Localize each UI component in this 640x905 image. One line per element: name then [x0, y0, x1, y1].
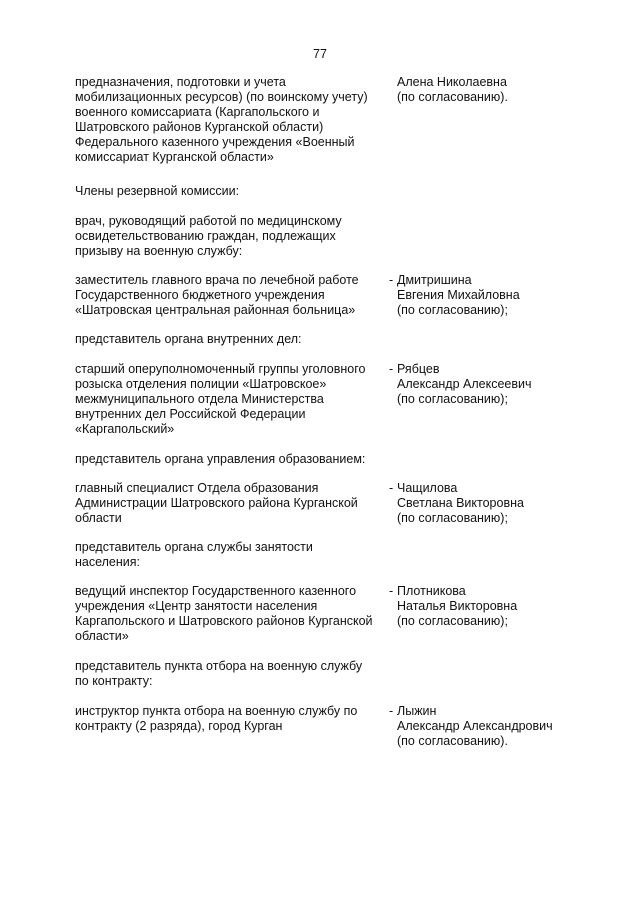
name-line: (по согласованию). [397, 734, 508, 748]
text-line: учреждения «Центр занятости населения [75, 599, 318, 613]
member-entry [75, 362, 565, 437]
text-line: представитель пункта отбора на военную службу [75, 659, 363, 673]
text-line: населения: [75, 555, 141, 569]
text-line: врач, руководящий работой по медицинскому [75, 214, 342, 228]
name-line: Александр Александрович [397, 719, 553, 733]
text-line: «Шатровская центральная районная больница» [75, 303, 356, 317]
section-heading [75, 332, 565, 347]
text-line: розыска отделения полиции «Шатровское» [75, 377, 327, 391]
member-entry [75, 481, 565, 526]
name-line: (по согласованию). [397, 90, 508, 104]
name-line: Чащилова [397, 481, 458, 495]
member-entry [75, 584, 565, 644]
name-line: Плотникова [397, 584, 466, 598]
name-line: Наталья Викторовна [397, 599, 518, 613]
heading-text [75, 540, 385, 570]
text-line: внутренних дел Российской Федерации [75, 407, 306, 421]
text-line: Федерального казенного учреждения «Военный [75, 135, 355, 149]
member-name [397, 704, 567, 749]
text-line: мобилизационных ресурсов) (по воинскому учету) [75, 90, 368, 104]
section-heading [75, 214, 565, 259]
name-line: Евгения Михайловна [397, 288, 520, 302]
name-line: Алена Николаевна [397, 75, 507, 89]
text-line: комиссариат Курганской области» [75, 150, 274, 164]
member-position [75, 362, 385, 437]
dash-separator: - [389, 704, 394, 718]
section-heading [75, 659, 565, 689]
text-line: ведущий инспектор Государственного казенного [75, 584, 357, 598]
name-line: Рябцев [397, 362, 440, 376]
member-entry [75, 273, 565, 318]
section-heading [75, 452, 565, 467]
dash-separator: - [389, 273, 394, 287]
dash-separator: - [389, 584, 394, 598]
heading-text [75, 452, 385, 467]
text-line: области» [75, 629, 129, 643]
heading-text [75, 659, 385, 689]
heading-text [75, 332, 385, 347]
text-line: Каргапольского и Шатровского районов Курганской [75, 614, 373, 628]
heading-text [75, 75, 385, 165]
text-line: Шатровского районов Курганской области) [75, 120, 324, 134]
section-heading [75, 540, 565, 570]
dash-separator: - [389, 481, 394, 495]
name-line: Александр Алексеевич [397, 377, 532, 391]
member-name [397, 273, 567, 318]
member-position [75, 584, 385, 644]
document-body [75, 75, 565, 748]
name-line: Дмитришина [397, 273, 472, 287]
text-line: Государственного бюджетного учреждения [75, 288, 325, 302]
member-position [75, 273, 385, 318]
section-heading [75, 75, 565, 165]
name-line: Светлана Викторовна [397, 496, 524, 510]
member-name [397, 362, 567, 407]
text-line: старший оперуполномоченный группы уголовного [75, 362, 366, 376]
text-line: предназначения, подготовки и учета [75, 75, 286, 89]
text-line: Члены резервной комиссии: [75, 184, 240, 198]
member-name [397, 481, 567, 526]
dash-separator: - [389, 362, 394, 376]
text-line: контракту (2 разряда), город Курган [75, 719, 283, 733]
member-name [397, 584, 567, 629]
text-line: области [75, 511, 122, 525]
member-position [75, 481, 385, 526]
heading-text [75, 184, 385, 199]
name-line: Лыжин [397, 704, 437, 718]
text-line: представитель органа управления образованием: [75, 452, 366, 466]
name-line: (по согласованию); [397, 303, 508, 317]
text-line: представитель органа службы занятости [75, 540, 313, 554]
text-line: «Каргапольский» [75, 422, 175, 436]
heading-text [75, 214, 385, 259]
member-name [397, 75, 567, 105]
page-number: 77 [313, 47, 327, 61]
member-entry [75, 704, 565, 748]
text-line: межмуниципального отдела Министерства [75, 392, 324, 406]
text-line: заместитель главного врача по лечебной работе [75, 273, 359, 287]
text-line: главный специалист Отдела образования [75, 481, 319, 495]
text-line: по контракту: [75, 674, 153, 688]
text-line: призыву на военную службу: [75, 244, 243, 258]
text-line: Администрации Шатровского района Курганской [75, 496, 358, 510]
member-position [75, 704, 385, 734]
name-line: (по согласованию); [397, 614, 508, 628]
text-line: представитель органа внутренних дел: [75, 332, 302, 346]
section-heading [75, 184, 565, 199]
name-line: (по согласованию); [397, 392, 508, 406]
name-line: (по согласованию); [397, 511, 508, 525]
text-line: военного комиссариата (Каргапольского и [75, 105, 320, 119]
text-line: освидетельствованию граждан, подлежащих [75, 229, 336, 243]
text-line: инструктор пункта отбора на военную службу по [75, 704, 358, 718]
